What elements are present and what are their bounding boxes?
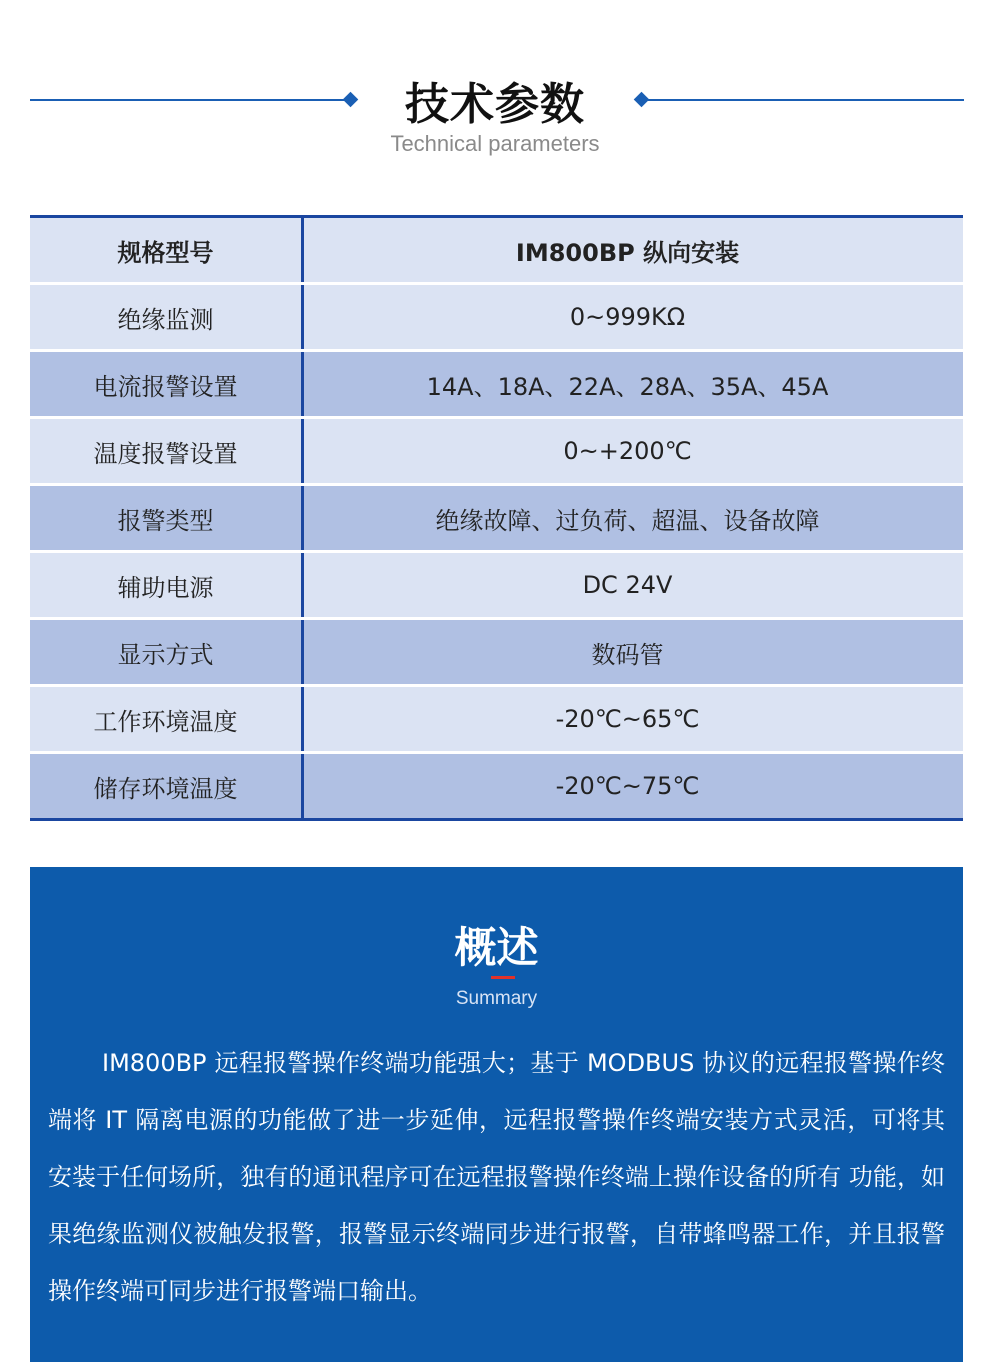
table-header-row bbox=[30, 218, 963, 285]
row-value: 0~+200℃ bbox=[563, 437, 692, 465]
summary-paragraph: IM800BP 远程报警操作终端功能强大；基于 MODBUS 协议的远程报警操作终端将 IT 隔离电源的功能做了进一步延伸，远程报警操作终端安装方式灵活，可将其安装于任何场所，独有的通讯程序可在远程报警操作终端上操作设备的所有 功能，如果绝缘监测仪被触发报警，报警显示终端同步进行报警，自带蜂鸣器工作，并且报警操作终端可同步进行报警端口输出。 bbox=[48, 1049, 945, 1305]
summary-accent-bar bbox=[491, 976, 515, 979]
table-row bbox=[30, 419, 963, 486]
summary-title: 概述 bbox=[454, 923, 539, 972]
row-label: 绝缘监测 bbox=[30, 285, 304, 349]
spec-table bbox=[30, 215, 963, 821]
row-label: 辅助电源 bbox=[30, 553, 304, 617]
row-value: 数码管 bbox=[591, 640, 664, 669]
row-label: 电流报警设置 bbox=[30, 352, 304, 416]
row-value: DC 24V bbox=[582, 571, 673, 599]
table-row bbox=[30, 620, 963, 687]
summary-subtitle: Summary bbox=[455, 988, 538, 1009]
table-row bbox=[30, 754, 963, 818]
row-label: 工作环境温度 bbox=[30, 687, 304, 751]
row-label: 储存环境温度 bbox=[30, 754, 304, 818]
row-label: 报警类型 bbox=[30, 486, 304, 550]
table-row bbox=[30, 285, 963, 352]
table-row bbox=[30, 486, 963, 553]
row-value: 0~999KΩ bbox=[569, 303, 686, 331]
header-line-right bbox=[648, 99, 964, 101]
header-value: IM800BP 纵向安装 bbox=[515, 238, 740, 267]
row-value: 绝缘故障、过负荷、超温、设备故障 bbox=[435, 506, 820, 535]
table-row bbox=[30, 352, 963, 419]
row-value: -20℃~75℃ bbox=[555, 772, 700, 800]
table-row bbox=[30, 687, 963, 754]
row-label: 温度报警设置 bbox=[30, 419, 304, 483]
table-row bbox=[30, 553, 963, 620]
row-label: 显示方式 bbox=[30, 620, 304, 684]
row-value: 14A、18A、22A、28A、35A、45A bbox=[426, 372, 829, 401]
section-subtitle: Technical parameters bbox=[390, 131, 600, 156]
section-title: 技术参数 bbox=[405, 79, 585, 130]
header-label: 规格型号 bbox=[30, 218, 304, 282]
summary-panel bbox=[30, 867, 963, 1362]
row-value: -20℃~65℃ bbox=[555, 705, 700, 733]
